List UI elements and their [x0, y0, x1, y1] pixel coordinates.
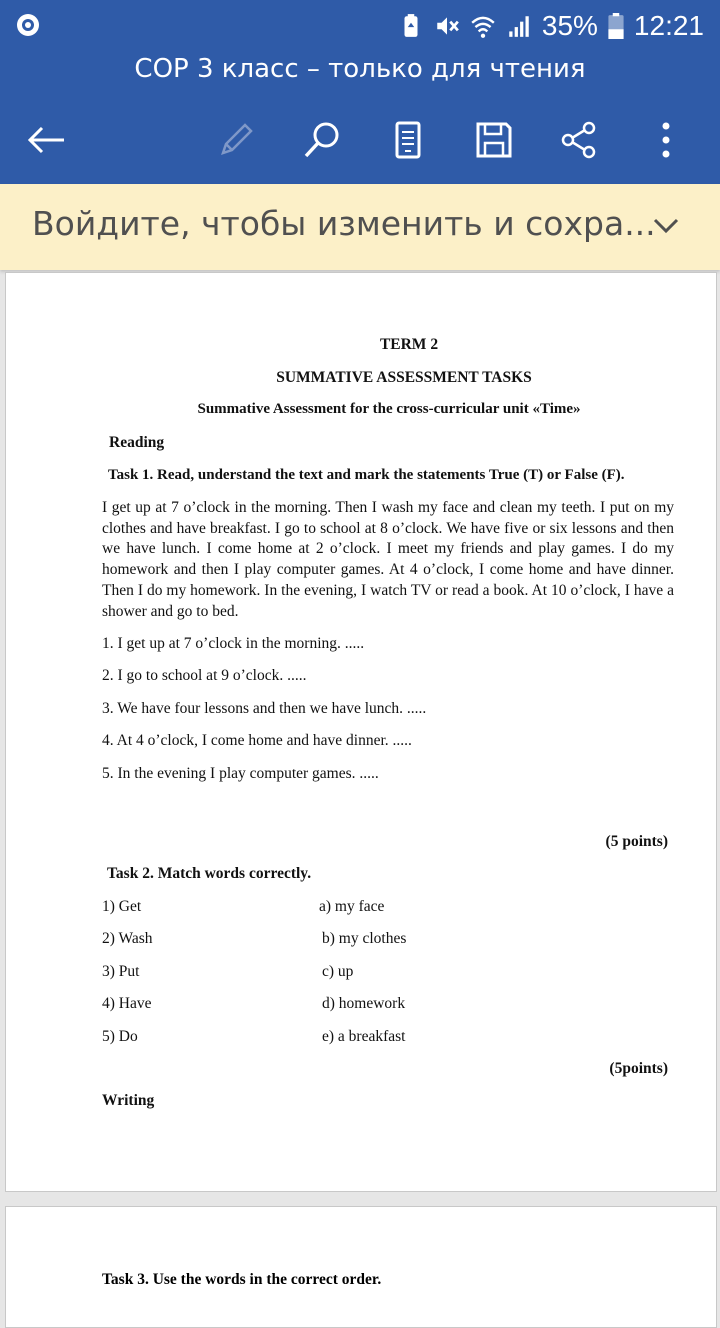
- signin-banner[interactable]: [0, 184, 720, 270]
- term-heading: TERM 2: [379, 336, 439, 353]
- app-shield-icon: [16, 13, 40, 37]
- reading-passage: I get up at 7 o’clock in the morning. Then I wash my face and clean my teeth. I put on my clothes and have breakfast. I go to school at 8 o’clock. We have five or six lessons and then we have lunch. I come home at 2 o’clock. I meet my friends and play games. I do my homework and then I play computer games. At 4 o’clock, I come home and have dinner. Then I do my homework. In the evening, I watch TV or read a book. At 10 o’clock, I have a shower and go to bed.: [102, 499, 674, 620]
- task2-points: (5points): [609, 1060, 668, 1077]
- back-arrow-icon: [26, 125, 66, 155]
- statement-item: 2. I go to school at 9 o’clock. .....: [102, 667, 307, 684]
- document-page[interactable]: [5, 272, 717, 1192]
- toolbar: [0, 110, 720, 166]
- status-bar: [0, 0, 720, 52]
- task1-points: (5 points): [605, 833, 668, 850]
- task1-title: Task 1. Read, understand the text and mark the statements True (T) or False (F).: [108, 467, 625, 483]
- edit-pencil-icon: [217, 121, 255, 159]
- wifi-icon: [470, 13, 496, 39]
- more-options-button[interactable]: [644, 118, 688, 162]
- statement-item: 4. At 4 o’clock, I come home and have dinner. .....: [102, 732, 412, 749]
- search-button[interactable]: [300, 118, 344, 162]
- statement-item: 5. In the evening I play computer games. .....: [102, 765, 379, 782]
- statement-item: 3. We have four lessons and then we have lunch. .....: [102, 700, 427, 717]
- document-title: СОР 3 класс – только для чтения: [134, 54, 586, 84]
- battery-percent: 35%: [541, 10, 598, 41]
- assessment-heading: SUMMATIVE ASSESSMENT TASKS: [276, 369, 532, 386]
- match-left-item: 4) Have: [102, 995, 152, 1012]
- match-right-item: e) a breakfast: [322, 1028, 406, 1045]
- share-button[interactable]: [557, 118, 601, 162]
- match-right-item: a) my face: [319, 898, 385, 915]
- match-left-item: 2) Wash: [102, 930, 153, 947]
- statement-item: 1. I get up at 7 o’clock in the morning. .....: [102, 635, 365, 652]
- task3-title: Task 3. Use the words in the correct order.: [102, 1271, 382, 1288]
- signin-banner-text: Войдите, чтобы изменить и сохра...: [32, 204, 656, 243]
- battery-icon: [608, 13, 624, 39]
- signal-icon: [506, 13, 532, 39]
- reading-view-button[interactable]: [386, 118, 430, 162]
- save-icon: [475, 121, 513, 159]
- document-page-2[interactable]: [5, 1206, 717, 1328]
- match-right-item: c) up: [322, 963, 354, 980]
- app-bar: [0, 0, 720, 184]
- battery-saver-icon: [398, 13, 424, 39]
- mute-icon: [434, 13, 460, 39]
- chevron-down-icon[interactable]: [652, 214, 680, 236]
- back-button[interactable]: [24, 118, 68, 162]
- task2-title: Task 2. Match words correctly.: [107, 865, 312, 882]
- edit-button[interactable]: [214, 118, 258, 162]
- assessment-subheading: Summative Assessment for the cross-curricular unit «Time»: [197, 401, 581, 417]
- share-icon: [559, 120, 599, 160]
- match-left-item: 5) Do: [102, 1028, 138, 1045]
- match-right-item: b) my clothes: [322, 930, 407, 947]
- reading-label: Reading: [109, 434, 165, 451]
- save-button[interactable]: [472, 118, 516, 162]
- more-icon: [661, 120, 671, 160]
- match-right-item: d) homework: [322, 995, 406, 1012]
- clock: 12:21: [633, 10, 704, 41]
- match-left-item: 3) Put: [102, 963, 140, 980]
- reading-view-icon: [394, 120, 422, 160]
- writing-label: Writing: [102, 1092, 155, 1109]
- match-left-item: 1) Get: [102, 898, 142, 915]
- search-icon: [302, 120, 342, 160]
